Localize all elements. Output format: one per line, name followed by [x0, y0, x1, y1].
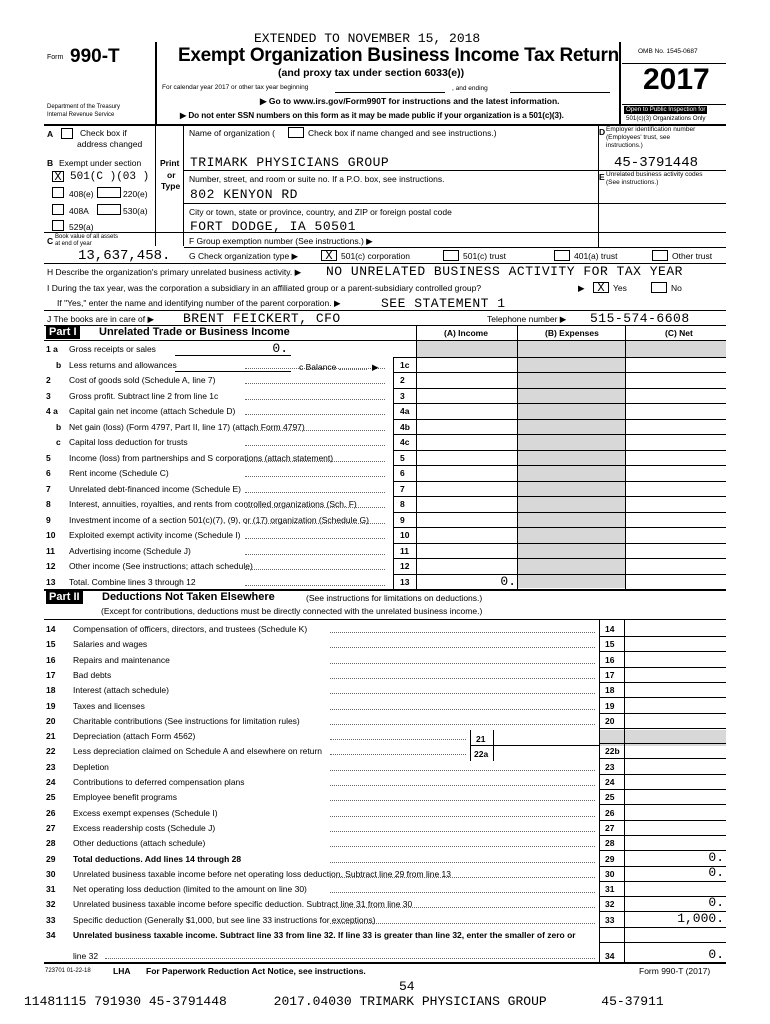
line-description: Other deductions (attach schedule)	[73, 838, 206, 849]
line34-continued: line 32	[73, 951, 99, 961]
line-number: 30	[46, 868, 56, 879]
line-box-29: 29	[605, 853, 615, 864]
footer-code: 723701 01-22-18	[45, 968, 91, 974]
book-value: 13,637,458.	[78, 248, 171, 264]
line-number: 2	[46, 375, 51, 385]
line-box-18: 18	[605, 685, 615, 696]
form-title: Exempt Organization Business Income Tax Return	[178, 45, 619, 66]
220e-label: 220(e)	[123, 189, 148, 199]
name-changed-checkbox[interactable]	[288, 127, 304, 138]
529a-checkbox[interactable]	[52, 220, 64, 231]
501c-value: 501(C )(03 )	[70, 171, 150, 183]
amount-field-33[interactable]: 1,000.	[677, 910, 724, 926]
line-box-27: 27	[605, 822, 615, 833]
line-box-20: 20	[605, 715, 615, 726]
col-a-header: (A) Income	[444, 328, 488, 338]
line-description: Charitable contributions (See instructions for limitation rules)	[73, 715, 300, 726]
footer-notice: For Paperwork Reduction Act Notice, see instructions.	[146, 966, 366, 976]
line-box-2: 2	[400, 375, 405, 385]
line-description: Income (loss) from partnerships and S corporations (attach statement)	[69, 452, 334, 463]
org-name: TRIMARK PHYSICIANS GROUP	[190, 155, 390, 170]
g-corp-checkbox[interactable]: X	[321, 250, 337, 261]
line-box-5: 5	[400, 452, 405, 463]
line-description: Investment income of a section 501(c)(7), (9), or (17) organization (Schedule G)	[69, 514, 369, 525]
b-label: B	[47, 158, 54, 168]
line-box-31: 31	[605, 884, 615, 895]
box-22a: 22a	[474, 749, 489, 759]
omb-number: OMB No. 1545-0687	[638, 48, 698, 55]
line-number: 32	[46, 899, 56, 910]
i-text: I During the tax year, was the corporation a subsidiary in an affiliated group or a parent-subsidiary controlled group?	[47, 283, 482, 293]
d-text-3: instructions.)	[606, 142, 643, 149]
line-number: 25	[46, 792, 56, 803]
line-description: Gross profit. Subtract line 2 from line 1c	[69, 390, 219, 401]
line-number: 14	[46, 624, 56, 634]
col-c-header: (C) Net	[665, 328, 693, 338]
line-number: 1 a	[46, 344, 58, 354]
line-description: Total deductions. Add lines 14 through 28	[73, 853, 242, 864]
part1-title: Unrelated Trade or Business Income	[99, 326, 290, 338]
g-text: G Check organization type ▶	[189, 251, 299, 261]
telephone: 515-574-6608	[590, 311, 690, 326]
line-number: 10	[46, 530, 56, 540]
income-field-4c[interactable]	[417, 435, 516, 449]
501c-checkbox[interactable]: X	[52, 171, 64, 182]
tax-year: 2017	[643, 63, 710, 96]
income-field-5[interactable]	[417, 451, 516, 465]
form-number: 990-T	[70, 46, 120, 67]
income-field-4b[interactable]	[417, 420, 516, 434]
d-label: D	[599, 127, 606, 137]
ein: 45-3791448	[614, 155, 699, 171]
line-description: Employee benefit programs	[73, 792, 177, 803]
part2-tag: Part II	[46, 591, 83, 604]
income-field-9[interactable]	[417, 513, 516, 527]
line-description: Cost of goods sold (Schedule A, line 7)	[69, 375, 216, 385]
line-description: Excess exempt expenses (Schedule I)	[73, 807, 218, 818]
g-trust-label: 501(c) trust	[463, 251, 506, 261]
line-description: Total. Combine lines 3 through 12	[69, 576, 196, 587]
c-label: C	[47, 236, 54, 246]
line-box-4b: 4b	[400, 421, 410, 432]
line-number: 7	[46, 483, 51, 494]
line-description: Bad debts	[73, 669, 112, 680]
address-changed-checkbox[interactable]	[61, 128, 73, 139]
amount-field-30[interactable]: 0.	[708, 864, 724, 880]
530a-label: 530(a)	[123, 206, 148, 216]
line-box-25: 25	[605, 792, 615, 803]
part2-title: Deductions Not Taken Elsewhere	[102, 591, 275, 603]
line-box-7: 7	[400, 483, 405, 494]
line-number: 26	[46, 807, 56, 818]
and-ending-label: , and ending	[452, 85, 488, 92]
line-description: Compensation of officers, directors, and trustees (Schedule K)	[73, 624, 308, 634]
h-value: NO UNRELATED BUSINESS ACTIVITY FOR TAX YEAR	[326, 264, 683, 279]
part2-title-note: (See instructions for limitations on deductions.)	[306, 593, 483, 603]
income-field-8[interactable]	[417, 497, 516, 511]
g-401a-label: 401(a) trust	[574, 251, 618, 261]
line-description: Less depreciation claimed on Schedule A and elsewhere on return	[73, 746, 323, 757]
line-box-6: 6	[400, 468, 405, 478]
bottom-line: 11481115 791930 45-3791448 2017.04030 TRIMARK PHYSICIANS GROUP 45-37911	[24, 994, 664, 1009]
e-text-1: Unrelated business activity codes	[606, 171, 703, 178]
type-label: Type	[161, 181, 181, 191]
org-name-label: Name of organization (	[189, 128, 275, 138]
line-box-16: 16	[605, 654, 615, 665]
line-box-26: 26	[605, 807, 615, 818]
c-balance-label: c Balance	[299, 362, 337, 372]
g-other-label: Other trust	[672, 251, 713, 261]
line-number: 8	[46, 499, 51, 509]
line-description: Net operating loss deduction (limited to the amount on line 30)	[73, 884, 307, 895]
line-box-33: 33	[605, 914, 615, 925]
irs-label: Internal Revenue Service	[47, 112, 115, 118]
part2-subtitle: (Except for contributions, deductions must be directly connected with the unrelated business income.)	[101, 606, 483, 616]
line-box-11: 11	[400, 545, 409, 556]
line-number: 33	[46, 914, 56, 925]
line-description: Other income (See instructions; attach schedule)	[69, 561, 253, 571]
income-field-1c[interactable]	[417, 358, 516, 372]
line-box-4c: 4c	[400, 437, 410, 447]
income-field-6[interactable]	[417, 466, 516, 480]
line-box-19: 19	[605, 700, 615, 711]
ssn-warning: ▶ Do not enter SSN numbers on this form as it may be made public if your organization is a 501(c)(3).	[180, 111, 564, 120]
line-description: Less returns and allowances	[69, 359, 177, 370]
line-box-15: 15	[605, 639, 615, 650]
line-description: Depreciation (attach Form 4562)	[73, 731, 196, 742]
dept-treasury: Department of the Treasury	[47, 104, 121, 110]
line-number: 21	[46, 731, 56, 742]
g-corp-label: 501(c) corporation	[341, 251, 410, 261]
i-no-checkbox[interactable]	[651, 282, 667, 293]
line-number: 17	[46, 669, 56, 680]
line-box-22b: 22b	[605, 746, 620, 757]
line-number: 6	[46, 468, 51, 478]
i-yes-checkbox[interactable]: X	[593, 282, 609, 293]
line-box-3: 3	[400, 390, 405, 401]
box-34: 34	[605, 951, 615, 961]
line-description: Contributions to deferred compensation plans	[73, 777, 245, 787]
line-number: 5	[46, 452, 51, 463]
line-number: 28	[46, 838, 56, 849]
income-field-4a[interactable]	[417, 404, 516, 418]
530a-checkbox[interactable]	[97, 204, 121, 215]
line-description: Unrelated business taxable income. Subtract line 33 from line 32. If line 33 is greater than line 32, enter the smaller of zero or	[73, 930, 576, 940]
footer-form-ref: Form 990-T (2017)	[639, 966, 711, 976]
line-box-28: 28	[605, 838, 615, 849]
i-yes-label: Yes	[613, 283, 627, 293]
income-field-10[interactable]	[417, 528, 516, 542]
a-label: A	[47, 129, 54, 139]
j-text: J The books are in care of ▶	[47, 314, 155, 324]
408e-checkbox[interactable]	[52, 187, 64, 198]
line-description: Capital loss deduction for trusts	[69, 437, 188, 447]
income-field-11[interactable]	[417, 544, 516, 558]
j-value: BRENT FEICKERT, CFO	[183, 311, 341, 326]
box-21: 21	[476, 734, 486, 744]
408a-checkbox[interactable]	[52, 204, 64, 215]
line-description: Specific deduction (Generally $1,000, but see line 33 instructions for exceptions)	[73, 914, 376, 925]
line-number: 20	[46, 715, 56, 726]
line-number: 27	[46, 822, 56, 833]
a-text-2: address changed	[77, 139, 143, 149]
line-description: Gross receipts or sales	[69, 344, 156, 354]
part1-total-value: 0.	[500, 574, 516, 589]
b-text: Exempt under section	[59, 158, 142, 168]
amount-field-32[interactable]: 0.	[708, 895, 724, 911]
529a-label: 529(a)	[69, 222, 94, 232]
line-description: Taxes and licenses	[73, 700, 145, 711]
line-box-12: 12	[400, 561, 410, 571]
street-address: 802 KENYON RD	[190, 187, 298, 202]
income-field-2[interactable]	[417, 373, 516, 387]
part1-tag: Part I	[46, 326, 80, 339]
line-description: Capital gain net income (attach Schedule D)	[69, 406, 236, 416]
name-changed-label: Check box if name changed and see instructions.)	[308, 128, 497, 138]
line-description: Interest (attach schedule)	[73, 685, 169, 696]
print-label: Print	[160, 158, 180, 168]
line-number: 12	[46, 561, 56, 571]
i-no-label: No	[671, 283, 682, 293]
g-other-checkbox[interactable]	[652, 250, 668, 261]
telephone-label: Telephone number ▶	[487, 314, 567, 324]
line-box-10: 10	[400, 530, 410, 540]
line-number: b	[56, 421, 62, 432]
line-box-24: 24	[605, 777, 615, 787]
i-arrow: ▶	[578, 283, 585, 293]
col-b-header: (B) Expenses	[545, 328, 599, 338]
line-number: 11	[46, 545, 55, 556]
line-number: 9	[46, 514, 51, 525]
city-label: City or town, state or province, country, and ZIP or foreign postal code	[189, 207, 452, 217]
line-box-32: 32	[605, 899, 615, 910]
amount-field-29[interactable]: 0.	[708, 849, 724, 865]
e-text-2: (See instructions.)	[606, 179, 659, 186]
line-box-9: 9	[400, 514, 405, 525]
line-description: Repairs and maintenance	[73, 654, 170, 665]
income-field-12[interactable]	[417, 559, 516, 573]
line-number: 16	[46, 654, 56, 665]
line-description: Rent income (Schedule C)	[69, 468, 169, 478]
public-inspection-2: 501(c)(3) Organizations Only	[626, 115, 706, 122]
line-number: 31	[46, 884, 56, 895]
line-number: b	[56, 359, 62, 370]
line-number: 18	[46, 685, 56, 696]
income-field-3[interactable]	[417, 389, 516, 403]
gross-receipts-value: 0.	[272, 341, 288, 356]
public-inspection-1: Open to Public Inspection for	[626, 106, 706, 113]
income-field-7[interactable]	[417, 482, 516, 496]
d-text-1: Employer identification number	[606, 126, 696, 133]
line-description: Salaries and wages	[73, 639, 148, 650]
g-401a-checkbox[interactable]	[554, 250, 570, 261]
i-value: SEE STATEMENT 1	[381, 296, 506, 311]
line-description: Interest, annuities, royalties, and rents from controlled organizations (Sch. F)	[69, 499, 357, 509]
line-number: 13	[46, 576, 56, 587]
or-label: or	[167, 170, 176, 180]
extension-note: EXTENDED TO NOVEMBER 15, 2018	[254, 31, 481, 46]
footer-lha: LHA	[113, 966, 131, 976]
form-subtitle: (and proxy tax under section 6033(e))	[278, 67, 465, 79]
line-description: Unrelated debt-financed income (Schedule E)	[69, 483, 241, 494]
line-number: 24	[46, 777, 56, 787]
line-description: Excess readership costs (Schedule J)	[73, 822, 216, 833]
line-number: 3	[46, 390, 51, 401]
d-text-2: (Employees' trust, see	[606, 134, 671, 141]
line-description: Net gain (loss) (Form 4797, Part II, line 17) (attach Form 4797)	[69, 421, 305, 432]
line-box-1c: 1c	[400, 359, 410, 370]
line-number: 19	[46, 700, 56, 711]
line-number: 34	[46, 930, 56, 940]
line-box-8: 8	[400, 499, 405, 509]
408a-label: 408A	[69, 206, 89, 216]
line-number: 15	[46, 639, 56, 650]
line-number: 23	[46, 761, 56, 772]
f-text: F Group exemption number (See instructions.) ▶	[189, 236, 373, 246]
line-box-17: 17	[605, 669, 615, 680]
street-label: Number, street, and room or suite no. If a P.O. box, see instructions.	[189, 174, 445, 184]
line-description: Exploited exempt activity income (Schedule I)	[69, 530, 241, 540]
line-box-13: 13	[400, 576, 410, 587]
city-state-zip: FORT DODGE, IA 50501	[190, 219, 357, 234]
c-balance-arrow: ▶	[372, 362, 379, 372]
instructions-link[interactable]: ▶ Go to www.irs.gov/Form990T for instructions and the latest information.	[260, 96, 560, 106]
form-word: Form	[47, 54, 64, 61]
line-number: c	[56, 437, 61, 447]
line-description: Depletion	[73, 761, 109, 772]
line-number: 29	[46, 853, 56, 864]
i-if-yes: If "Yes," enter the name and identifying number of the parent corporation. ▶	[57, 298, 341, 308]
line-description: Unrelated business taxable income before specific deduction. Subtract line 31 from line 30	[73, 899, 413, 910]
page-number: 54	[399, 979, 415, 994]
calendar-year-label: For calendar year 2017 or other tax year beginning	[162, 84, 309, 91]
a-text-1: Check box if	[80, 128, 127, 138]
g-trust-checkbox[interactable]	[443, 250, 459, 261]
220e-checkbox[interactable]	[97, 187, 121, 198]
line-box-30: 30	[605, 868, 615, 879]
e-label: E	[599, 172, 605, 182]
line-description: Unrelated business taxable income before net operating loss deduction. Subtract line 29 from line 13	[73, 868, 452, 879]
line34-value: 0.	[708, 947, 724, 962]
line-box-14: 14	[605, 624, 615, 634]
line-box-4a: 4a	[400, 406, 410, 416]
c-text-1: Book value of all assets	[55, 234, 119, 240]
line-number: 4 a	[46, 406, 58, 416]
408e-label: 408(e)	[69, 189, 94, 199]
h-text: H Describe the organization's primary unrelated business activity. ▶	[47, 267, 302, 277]
c-text-2: at end of year	[55, 241, 92, 247]
line-description: Advertising income (Schedule J)	[69, 545, 191, 556]
line-number: 22	[46, 746, 56, 757]
line-box-23: 23	[605, 761, 615, 772]
